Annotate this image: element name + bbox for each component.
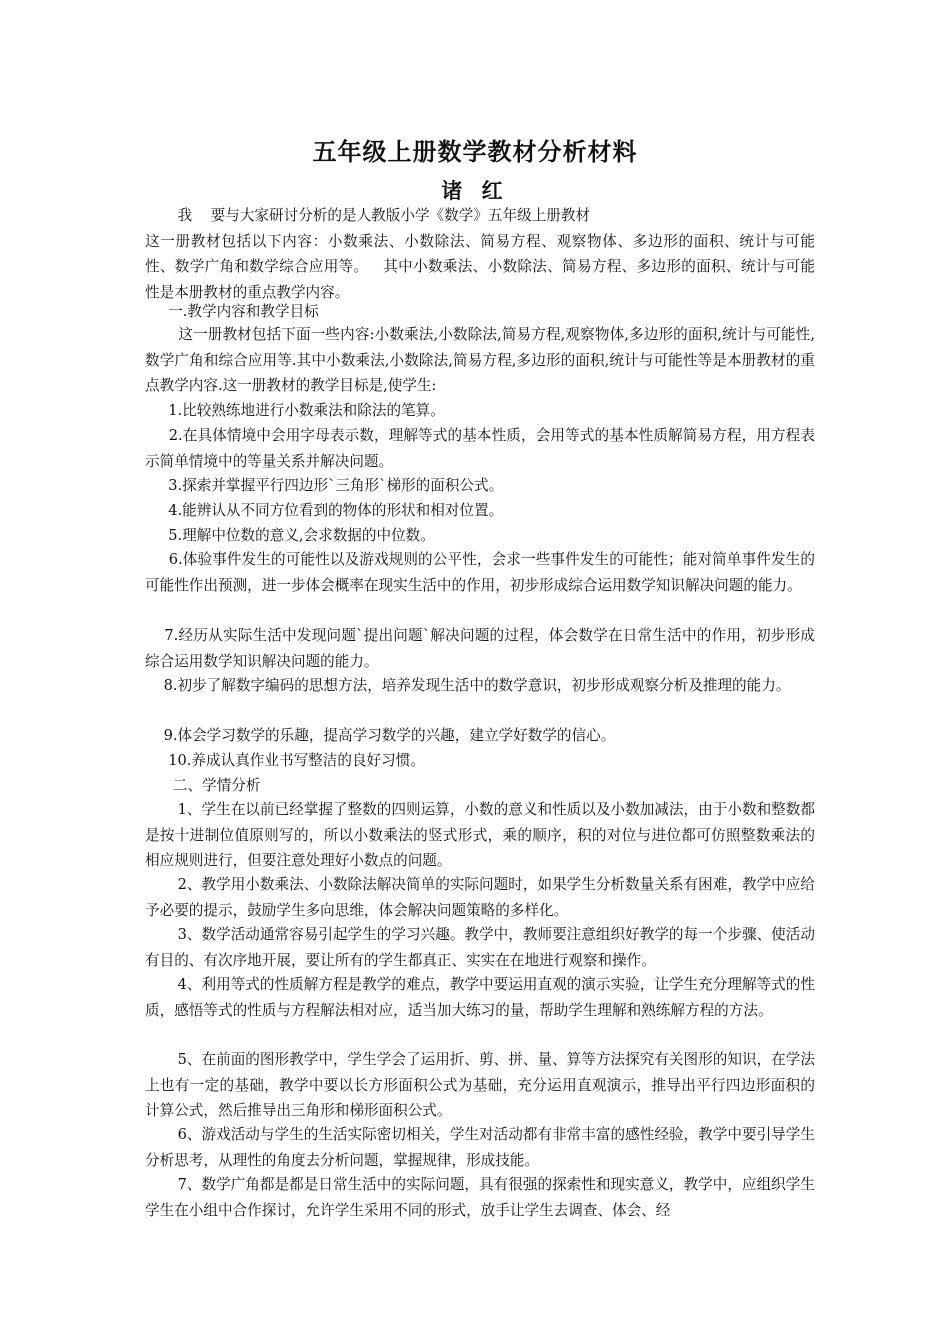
document-title: 五年级上册数学教材分析材料	[312, 138, 638, 166]
section-heading-1: 一.教学内容和教学目标	[145, 303, 319, 320]
analysis-item-7: 7、数学广角都是都是日常生活中的实际问题，具有很强的探索性和现实意义，教学中，应组织学生学生在小组中合作探讨，允许学生采用不同的形式，放手让学生去调查、体会、经	[145, 1176, 815, 1219]
analysis-item-5: 5、在前面的图形教学中，学生学会了运用折、剪、拼、量、算等方法探究有关图形的知识，在学法上也有一定的基础，教学中要以长方形面积公式为基础，充分运用直观演示，推导出平行四边形面积的计算公式，然后推导出三角形和梯形面积公式。	[145, 1051, 815, 1119]
section-heading-2: 二、学情分析	[145, 777, 261, 794]
goal-item-2: 2.在具体情境中会用字母表示数，理解等式的基本性质，会用等式的基本性质解简易方程，用方程表示简单情境中的等量关系并解决问题。	[145, 427, 815, 470]
goal-item-9: 9.体会学习数学的乐趣，提高学习数学的兴趣，建立学好数学的信心。	[145, 727, 616, 744]
analysis-item-2: 2、教学用小数乘法、小数除法解决简单的实际问题时，如果学生分析数量关系有困难，教学中应给予必要的提示，鼓励学生多向思维，体会解决问题策略的多样化。	[145, 876, 815, 919]
analysis-item-1: 1、学生在以前已经掌握了整数的四则运算，小数的意义和性质以及小数加减法，由于小数和整数都是按十进制位值原则写的，所以小数乘法的竖式形式，乘的顺序，积的对位与进位都可仿照整数乘法的相应规则进行，但要注意处理好小数点的问题。	[145, 801, 815, 869]
document-author: 诸 红	[441, 179, 509, 203]
goal-item-8: 8.初步了解数字编码的思想方法，培养发现生活中的数学意识，初步形成观察分析及推理的能力。	[145, 677, 791, 694]
goal-item-10: 10.养成认真作业书写整洁的良好习惯。	[145, 752, 425, 769]
analysis-item-3: 3、数学活动通常容易引起学生的学习兴趣。教学中，教师要注意组织好教学的每一个步骤、使活动有目的、有次序地开展，要让所有的学生都真正、实实在在地进行观察和操作。	[145, 926, 815, 969]
intro-paragraph: 我 要与大家研讨分析的是人教版小学《数学》五年级上册教材 这一册教材包括以下内容：小数乘法、小数除法、简易方程、观察物体、多边形的面积、统计与可能性、数学广角和数学综合应用等。 其中小数乘法、小数除法、简易方程、多边形的面积、统计与可能性是本册教材的重点教学内容。	[145, 207, 815, 301]
goal-item-5: 5.理解中位数的意义,会求数据的中位数。	[145, 527, 435, 544]
goal-item-4: 4.能辨认从不同方位看到的物体的形状和相对位置。	[145, 502, 504, 519]
analysis-item-6: 6、游戏活动与学生的生活实际密切相关，学生对活动都有非常丰富的感性经验，教学中要引导学生分析思考，从理性的角度去分析问题，掌握规律，形成技能。	[145, 1126, 815, 1169]
goal-item-1: 1.比较熟练地进行小数乘法和除法的笔算。	[145, 402, 445, 419]
goal-item-3: 3.探索并掌握平行四边形`三角形`梯形的面积公式。	[145, 477, 504, 494]
goal-item-6: 6.体验事件发生的可能性以及游戏规则的公平性，会求一些事件发生的可能性；能对简单事件发生的可能性作出预测，进一步体会概率在现实生活中的作用，初步形成综合运用数学知识解决问题的能力。	[145, 551, 815, 594]
analysis-item-4: 4、利用等式的性质解方程是教学的难点，教学中要运用直观的演示实验，让学生充分理解等式的性质，感悟等式的性质与方程解法相对应，适当加大练习的量，帮助学生理解和熟练解方程的方法。	[145, 976, 815, 1019]
goal-item-7: 7.经历从实际生活中发现问题`提出问题`解决问题的过程，体会数学在日常生活中的作用，初步形成综合运用数学知识解决问题的能力。	[145, 627, 815, 670]
content-paragraph: 这一册教材包括下面一些内容:小数乘法,小数除法,简易方程,观察物体,多边形的面积,统计与可能性,数学广角和综合应用等.其中小数乘法,小数除法,简易方程,多边形的面积,统计与可能性等是本册教材的重点教学内容.这一册教材的教学目标是,使学生:	[145, 326, 815, 394]
